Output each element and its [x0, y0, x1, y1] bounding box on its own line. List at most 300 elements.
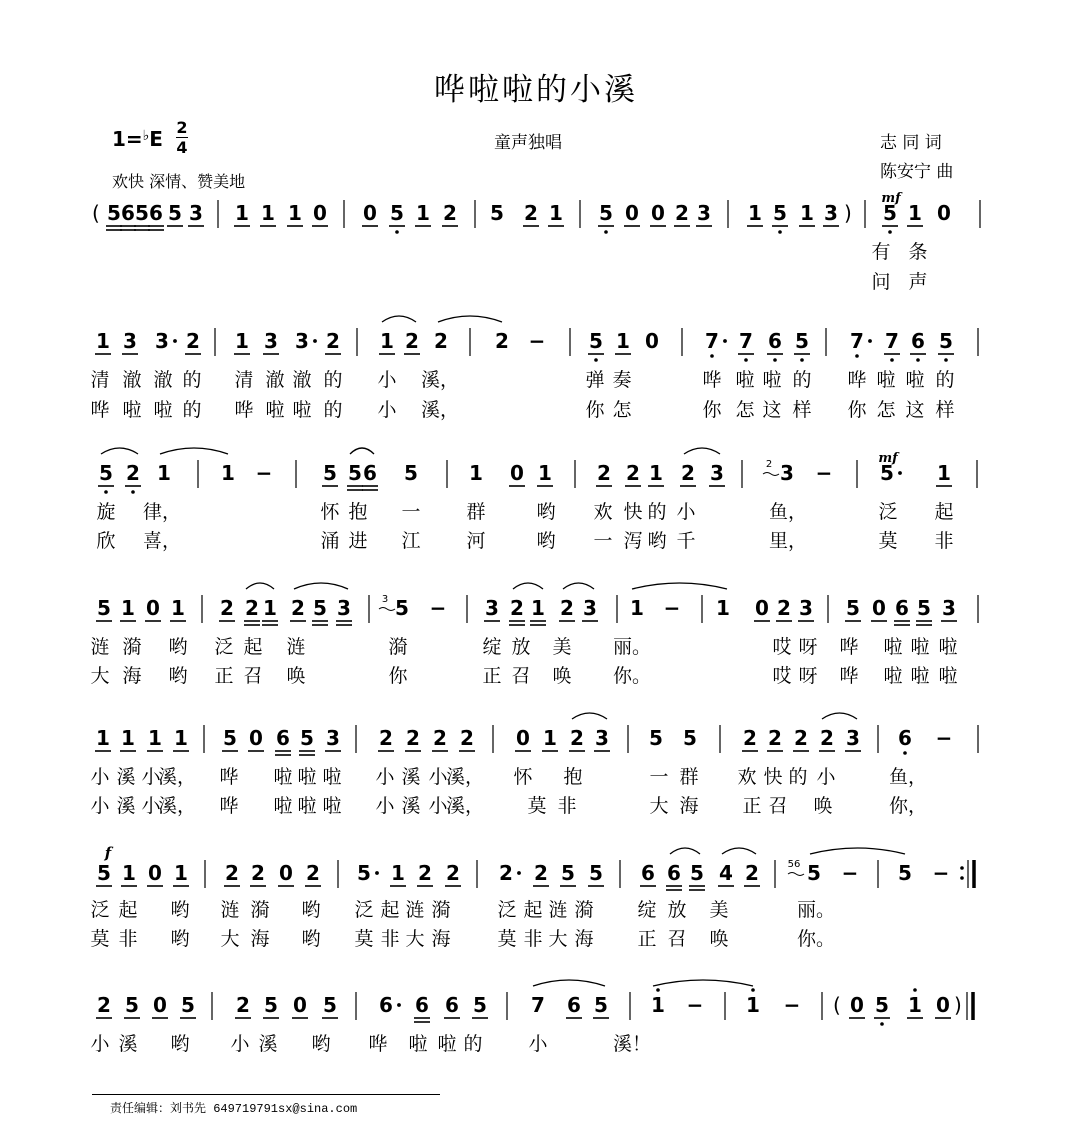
- lyric-char: 泛: [214, 636, 234, 658]
- lyric-char: 啦: [883, 665, 903, 687]
- slur: [563, 583, 594, 589]
- augmentation-dot: [898, 471, 902, 475]
- lyric-char: 涟: [90, 636, 110, 658]
- lyric-char: 召: [511, 665, 531, 687]
- lyric-char: 正: [214, 665, 234, 687]
- lyric-char: 非: [380, 928, 400, 950]
- lyric-char: 欣: [96, 530, 116, 552]
- note: 5: [875, 993, 889, 1017]
- lyric-char: 鱼，: [888, 766, 928, 788]
- note: 2: [768, 726, 782, 750]
- lyric-char: 海: [574, 928, 594, 950]
- note: 3: [264, 329, 278, 353]
- note: 1: [380, 329, 394, 353]
- grace-note: 3: [381, 594, 389, 605]
- lyric-char: 一: [649, 766, 669, 788]
- slur: [160, 448, 228, 454]
- note: 6: [641, 861, 655, 885]
- lyric-char: 的: [647, 501, 667, 523]
- slur: [822, 713, 857, 719]
- lyric-char: 啦: [735, 369, 755, 391]
- time-top: 2: [176, 118, 188, 137]
- lyric-char: 快: [763, 766, 783, 788]
- lyric-char: 啦: [938, 636, 958, 658]
- note: 2: [460, 726, 474, 750]
- lyric-char: 涟: [405, 899, 425, 921]
- note: 1: [531, 596, 545, 620]
- grace-note: 56: [787, 859, 801, 870]
- lyric-char: 泛: [90, 899, 110, 921]
- parenthesis: (: [92, 201, 100, 225]
- note: 2: [418, 861, 432, 885]
- lyric-char: 你。: [612, 665, 652, 687]
- note: −: [255, 461, 273, 485]
- lyric-char: 你，: [888, 795, 928, 817]
- note: 0: [937, 201, 951, 225]
- slur: [533, 980, 605, 986]
- lyric-char: 漪: [250, 899, 270, 921]
- augmentation-dot: [173, 339, 177, 343]
- lyric-char: 大: [548, 928, 568, 950]
- lyric-char: 小: [141, 766, 161, 788]
- note: 1: [174, 861, 188, 885]
- lyric-char: 澈: [153, 369, 173, 391]
- lyric-char: 漪: [122, 636, 142, 658]
- note: −: [815, 461, 833, 485]
- note: 5: [490, 201, 504, 225]
- lyric-char: 的: [323, 369, 343, 391]
- lyric-char: 江: [401, 530, 421, 552]
- time-bottom: 4: [176, 138, 188, 157]
- augmentation-dot: [313, 339, 317, 343]
- note: 7: [885, 329, 899, 353]
- note: −: [663, 596, 681, 620]
- lyric-char: 怀: [513, 766, 533, 788]
- key-letter: E: [149, 127, 163, 151]
- note: 0: [936, 993, 950, 1017]
- lyric-char: 小: [377, 399, 397, 421]
- lyric-char: 哎: [772, 665, 792, 687]
- lyric-char: 啦: [322, 795, 342, 817]
- note: 5: [683, 726, 697, 750]
- note: 6: [898, 726, 912, 750]
- high-octave-dot: [656, 988, 660, 992]
- dynamic-mf: mf: [878, 451, 898, 466]
- low-octave-dot: [594, 358, 598, 362]
- note: 5: [939, 329, 953, 353]
- lyric-char: 美: [709, 899, 729, 921]
- lyric-char: 召: [768, 795, 788, 817]
- note: 7: [705, 329, 719, 353]
- lyric-char: 海: [431, 928, 451, 950]
- note: 1: [288, 201, 302, 225]
- note: −: [841, 861, 859, 885]
- lyric-char: 哗: [219, 766, 239, 788]
- footer-divider: [92, 1094, 440, 1095]
- note: 2: [97, 993, 111, 1017]
- lyric-char: 溪，: [157, 795, 197, 817]
- slur: [350, 448, 374, 454]
- note: 1: [549, 201, 563, 225]
- lyric-char: 非: [118, 928, 138, 950]
- lyric-char: 哗: [702, 369, 722, 391]
- note: 6: [911, 329, 925, 353]
- note: 3: [697, 201, 711, 225]
- note: −: [429, 596, 447, 620]
- note: 2: [251, 861, 265, 885]
- note: 1: [96, 329, 110, 353]
- lyric-char: 放: [667, 899, 687, 921]
- grace-mark: [788, 873, 804, 876]
- lyric-char: 溪: [118, 1033, 138, 1055]
- note: 3: [799, 596, 813, 620]
- note: 0: [850, 993, 864, 1017]
- note: 2: [306, 861, 320, 885]
- lyric-char: 啦: [122, 399, 142, 421]
- note: 1: [649, 461, 663, 485]
- lyric-char: 溪: [258, 1033, 278, 1055]
- lyric-char: 你: [388, 665, 408, 687]
- note: 5: [690, 861, 704, 885]
- lyric-char: 有: [871, 241, 891, 263]
- low-octave-dot: [773, 358, 777, 362]
- augmentation-dot: [723, 339, 727, 343]
- lyric-char: 哟: [647, 530, 667, 552]
- note: 5: [589, 329, 603, 353]
- note: 2: [820, 726, 834, 750]
- note: −: [686, 993, 704, 1017]
- lyric-char: 哟: [301, 928, 321, 950]
- note: 1: [121, 726, 135, 750]
- lyric-char: 啦: [905, 369, 925, 391]
- slur: [572, 713, 607, 719]
- note: 5: [323, 993, 337, 1017]
- lyric-char: 唤: [286, 665, 306, 687]
- lyric-char: 小: [375, 766, 395, 788]
- note: 1: [538, 461, 552, 485]
- lyric-char: 啦: [762, 369, 782, 391]
- note: 1: [748, 201, 762, 225]
- lyric-char: 正: [482, 665, 502, 687]
- lyric-char: 非: [523, 928, 543, 950]
- lyric-char: 的: [788, 766, 808, 788]
- lyric-char: 涌: [320, 530, 340, 552]
- note: 2: [495, 329, 509, 353]
- lyric-char: 欢: [593, 501, 613, 523]
- note: 0: [755, 596, 769, 620]
- note: 1: [235, 201, 249, 225]
- song-title: 哗啦啦的小溪: [434, 72, 638, 108]
- note: 2: [443, 201, 457, 225]
- lyric-char: 啦: [938, 665, 958, 687]
- note: 6: [379, 993, 393, 1017]
- lyric-char: 大: [405, 928, 425, 950]
- note: 1: [148, 726, 162, 750]
- lyric-char: 啦: [910, 636, 930, 658]
- lyric-char: 召: [667, 928, 687, 950]
- note: 2: [434, 329, 448, 353]
- lyric-char: 怎: [612, 399, 632, 421]
- low-octave-dot: [888, 230, 892, 234]
- lyric-char: 哟: [301, 899, 321, 921]
- lyric-char: 的: [792, 369, 812, 391]
- note: −: [528, 329, 546, 353]
- note: 5: [594, 993, 608, 1017]
- lyric-char: 旋: [96, 501, 116, 523]
- note: 2: [777, 596, 791, 620]
- lyric-char: 呀: [798, 665, 818, 687]
- note: 2: [433, 726, 447, 750]
- note: 6: [445, 993, 459, 1017]
- genre-label: 童声独唱: [494, 133, 562, 153]
- note: 3: [189, 201, 203, 225]
- lyric-char: 条: [908, 241, 928, 263]
- note: 2: [406, 726, 420, 750]
- note: 5: [99, 461, 113, 485]
- dynamic-mf: mf: [881, 191, 901, 206]
- note: 5: [846, 596, 860, 620]
- note: 2: [745, 861, 759, 885]
- lyric-char: 溪，: [445, 766, 485, 788]
- note: 0: [363, 201, 377, 225]
- lyric-char: 涟: [220, 899, 240, 921]
- note: 0: [153, 993, 167, 1017]
- note: 1: [174, 726, 188, 750]
- lyric-char: 溪: [116, 795, 136, 817]
- lyric-char: 啦: [876, 369, 896, 391]
- lyric-char: 小: [230, 1033, 250, 1055]
- lyric-char: 哟: [170, 899, 190, 921]
- note: 5: [795, 329, 809, 353]
- low-octave-dot: [890, 358, 894, 362]
- note: 2: [794, 726, 808, 750]
- lyricist-credit: 志 同 词: [880, 133, 942, 153]
- low-octave-dot: [944, 358, 948, 362]
- note: 3: [595, 726, 609, 750]
- note: 7: [531, 993, 545, 1017]
- lyric-char: 溪，: [420, 399, 460, 421]
- note: 0: [645, 329, 659, 353]
- slur: [653, 980, 753, 986]
- composer-credit: 陈安宁 曲: [880, 162, 954, 182]
- lyric-char: 起: [380, 899, 400, 921]
- note: 1: [937, 461, 951, 485]
- note: 2: [597, 461, 611, 485]
- high-octave-dot: [913, 988, 917, 992]
- note: 3: [337, 596, 351, 620]
- note: 1: [96, 726, 110, 750]
- lyric-char: 啦: [437, 1033, 457, 1055]
- note: 3: [710, 461, 724, 485]
- lyric-char: 啦: [322, 766, 342, 788]
- lyric-char: 溪: [116, 766, 136, 788]
- grace-note: 2: [765, 459, 773, 470]
- slur: [513, 583, 543, 589]
- lyric-char: 哗: [847, 369, 867, 391]
- lyric-char: 哟: [311, 1033, 331, 1055]
- high-octave-dot: [751, 988, 755, 992]
- lyric-char: 啦: [153, 399, 173, 421]
- note: 5: [807, 861, 821, 885]
- lyric-char: 哗: [368, 1033, 388, 1055]
- note: 6: [363, 461, 377, 485]
- note: 1: [261, 201, 275, 225]
- lyric-char: 哟: [170, 1033, 190, 1055]
- lyric-char: 绽: [637, 899, 657, 921]
- note: 2: [675, 201, 689, 225]
- lyric-char: 美: [552, 636, 572, 658]
- lyric-char: 小: [90, 1033, 110, 1055]
- note: 5: [300, 726, 314, 750]
- note: 1: [235, 329, 249, 353]
- lyric-char: 怀: [320, 501, 340, 523]
- note: 5: [395, 596, 409, 620]
- lyric-char: 怎: [735, 399, 755, 421]
- lyric-char: 问: [871, 271, 891, 293]
- note: 2: [236, 993, 250, 1017]
- slur: [810, 848, 905, 854]
- note: 3: [485, 596, 499, 620]
- lyric-char: 小: [377, 369, 397, 391]
- lyric-char: 小: [90, 795, 110, 817]
- note: 5: [773, 201, 787, 225]
- lyric-char: 啦: [408, 1033, 428, 1055]
- note: 0: [148, 861, 162, 885]
- lyric-char: 小: [676, 501, 696, 523]
- lyric-char: 小: [375, 795, 395, 817]
- low-octave-dot: [131, 490, 135, 494]
- note: 2: [245, 596, 259, 620]
- lyric-char: 正: [637, 928, 657, 950]
- lyric-char: 小: [528, 1033, 548, 1055]
- lyric-char: 澈: [122, 369, 142, 391]
- note: 1: [651, 993, 665, 1017]
- parenthesis: (: [833, 993, 841, 1017]
- note: 1: [171, 596, 185, 620]
- parenthesis: ): [844, 201, 852, 225]
- note: −: [935, 726, 953, 750]
- note: 1: [469, 461, 483, 485]
- note: 5: [125, 993, 139, 1017]
- note: 6: [567, 993, 581, 1017]
- note: 0: [279, 861, 293, 885]
- note: 5: [880, 461, 894, 485]
- lyric-char: 哟: [170, 928, 190, 950]
- lyric-char: 海: [122, 665, 142, 687]
- lyric-char: 你: [847, 399, 867, 421]
- lyric-char: 小: [141, 795, 161, 817]
- lyric-char: 小: [816, 766, 836, 788]
- lyric-char: 弹: [585, 369, 605, 391]
- tempo-marking: 欢快 深情、赞美地: [112, 172, 246, 191]
- lyric-char: 召: [243, 665, 263, 687]
- lyric-char: 漪: [388, 636, 408, 658]
- note: 1: [221, 461, 235, 485]
- grace-mark: [763, 473, 779, 476]
- note: 5: [561, 861, 575, 885]
- note: 7: [850, 329, 864, 353]
- lyric-char: 小: [428, 766, 448, 788]
- note: 6: [276, 726, 290, 750]
- note: 2: [570, 726, 584, 750]
- lyric-char: 这: [762, 399, 782, 421]
- lyric-char: 海: [250, 928, 270, 950]
- lyric-char: 哗: [839, 636, 859, 658]
- lyric-char: 律，: [142, 501, 182, 523]
- low-octave-dot: [916, 358, 920, 362]
- lyric-char: 你。: [796, 928, 836, 950]
- lyric-char: 啦: [292, 399, 312, 421]
- note: 5: [135, 201, 149, 225]
- note: −: [783, 993, 801, 1017]
- low-octave-dot: [855, 354, 859, 358]
- low-octave-dot: [604, 230, 608, 234]
- lyric-char: 喜，: [142, 530, 182, 552]
- note: 2: [225, 861, 239, 885]
- note: 5: [97, 596, 111, 620]
- note: 2: [524, 201, 538, 225]
- note: 6: [121, 201, 135, 225]
- note: 1: [800, 201, 814, 225]
- lyric-char: 进: [348, 530, 368, 552]
- lyric-char: 起: [934, 501, 954, 523]
- lyric-char: 呀: [798, 636, 818, 658]
- note: 0: [510, 461, 524, 485]
- note: 3: [155, 329, 169, 353]
- note: 2: [743, 726, 757, 750]
- note: 2: [446, 861, 460, 885]
- lyric-char: 哟: [168, 665, 188, 687]
- lyric-char: 溪，: [420, 369, 460, 391]
- note: 0: [516, 726, 530, 750]
- note: 6: [895, 596, 909, 620]
- lyric-char: 小: [90, 766, 110, 788]
- low-octave-dot: [880, 1022, 884, 1026]
- note: 0: [146, 596, 160, 620]
- lyric-char: 正: [742, 795, 762, 817]
- note: 1: [416, 201, 430, 225]
- lyric-char: 啦: [910, 665, 930, 687]
- slur: [438, 316, 502, 322]
- lyric-char: 里，: [768, 530, 808, 552]
- note: 4: [719, 861, 733, 885]
- note: 6: [149, 201, 163, 225]
- lyric-char: 溪！: [612, 1033, 652, 1055]
- note: 1: [157, 461, 171, 485]
- note: 5: [107, 201, 121, 225]
- lyric-char: 莫: [878, 530, 898, 552]
- slur: [294, 583, 348, 589]
- dynamic-f: f: [104, 844, 112, 862]
- note: 5: [917, 596, 931, 620]
- lyric-char: 溪，: [157, 766, 197, 788]
- lyric-char: 啦: [883, 636, 903, 658]
- note: 2: [626, 461, 640, 485]
- note: 1: [630, 596, 644, 620]
- note: 0: [249, 726, 263, 750]
- note: 3: [780, 461, 794, 485]
- low-octave-dot: [778, 230, 782, 234]
- low-octave-dot: [395, 230, 399, 234]
- lyric-char: 放: [511, 636, 531, 658]
- lyric-char: 啦: [265, 399, 285, 421]
- lyric-char: 的: [463, 1033, 483, 1055]
- lyric-char: 你: [702, 399, 722, 421]
- lyric-char: 鱼，: [768, 501, 808, 523]
- lyric-char: 这: [905, 399, 925, 421]
- augmentation-dot: [397, 1003, 401, 1007]
- lyric-char: 涟: [548, 899, 568, 921]
